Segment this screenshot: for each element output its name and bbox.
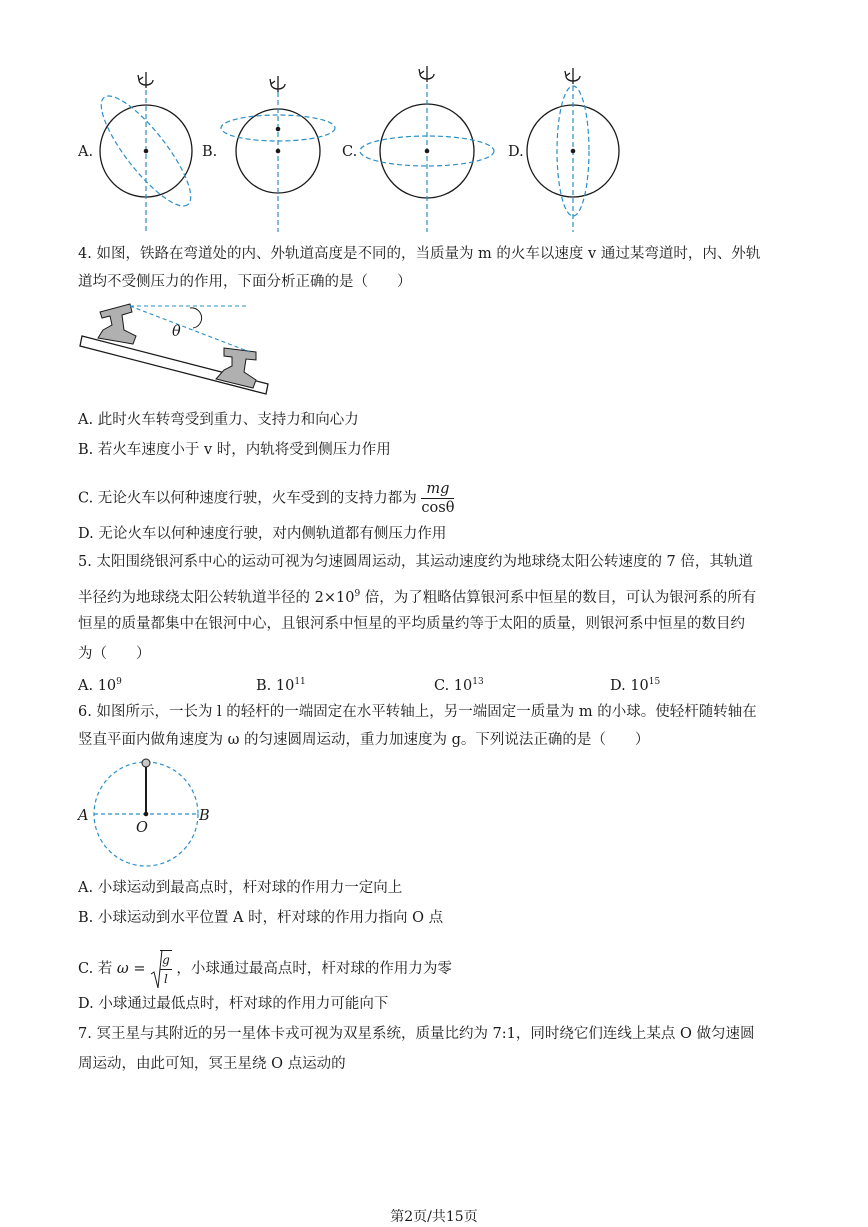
q6-option-c[interactable] [78, 950, 452, 988]
q6-label-b: B [199, 808, 210, 824]
q5-stem-line2-before: 半径约为地球绕太阳公转轨道半径的 2×10 [78, 589, 355, 606]
q6-option-c-omega: ω [116, 961, 129, 977]
q4-option-a[interactable]: A. 此时火车转弯受到重力、支持力和向心力 [78, 412, 359, 428]
q4-option-c-denominator: cosθ [421, 500, 455, 516]
q4-outer-rail-icon [98, 304, 136, 344]
q4-option-b[interactable]: B. 若火车速度小于 v 时，内轨将受到侧压力作用 [78, 442, 391, 458]
q5-stem-line2-after: 倍，为了粗略估算银河系中恒星的数目，可认为银河系的所有 [360, 589, 757, 606]
q6-stem-line1: 6. 如图所示，一长为 l 的轻杆的一端固定在水平转轴上，另一端固定一质量为 m 的小球。使轻杆随转轴在 [78, 704, 757, 720]
q3-figure [0, 60, 868, 240]
page-footer: 第2页/共15页 [390, 1209, 478, 1225]
q4-option-c[interactable] [78, 480, 454, 517]
q6-option-c-sqrt-icon [150, 950, 172, 988]
q6-label-o: O [136, 820, 148, 836]
q4-option-c-text: C. 无论火车以何种速度行驶，火车受到的支持力都为 [78, 490, 417, 507]
q4-option-d[interactable]: D. 无论火车以何种速度行驶，对内侧轨道都有侧压力作用 [78, 526, 447, 542]
q6-option-a[interactable]: A. 小球运动到最高点时，杆对球的作用力一定向上 [78, 880, 403, 896]
q5-option-b[interactable]: B. $10^{11}$ [256, 677, 306, 694]
q4-theta-label: θ [172, 324, 181, 340]
q5-option-c[interactable]: C. $10^{13}$ [434, 677, 484, 694]
q3-diagrams-svg [0, 60, 868, 240]
q5-option-d[interactable]: D. $10^{15}$ [610, 677, 661, 694]
q4-option-c-fraction [421, 480, 454, 517]
q3-option-d-label[interactable]: D. [508, 144, 524, 160]
q3-option-a-label[interactable]: A. [78, 144, 94, 160]
q6-option-c-denominator: l [164, 972, 168, 986]
q4-option-c-numerator: mg [421, 480, 454, 499]
q5-stem-line4: 为（ ） [78, 646, 151, 662]
q6-ball-icon [142, 759, 150, 767]
q3-option-b-label[interactable]: B. [202, 144, 218, 160]
q5-stem-line2 [78, 584, 756, 608]
q6-option-c-suffix: ，小球通过最高点时，杆对球的作用力为零 [176, 961, 452, 977]
q4-rail-figure [78, 300, 278, 400]
q5-stem-line2-exponent: 9 [354, 589, 361, 599]
q6-option-c-prefix: C. 若 [78, 961, 113, 977]
q4-stem-line1: 4. 如图，铁路在弯道处的内、外轨道高度是不同的，当质量为 m 的火车以速度 v 通过某弯道时，内、外轨 [78, 246, 761, 262]
q6-option-d[interactable]: D. 小球通过最低点时，杆对球的作用力可能向下 [78, 996, 389, 1012]
q4-stem-line2: 道均不受侧压力的作用，下面分析正确的是（ ） [78, 274, 412, 290]
q3-option-c-label[interactable]: C. [342, 144, 358, 160]
q5-stem-line1: 5. 太阳围绕银河系中心的运动可视为匀速圆周运动，其运动速度约为地球绕太阳公转速度的 7 倍，其轨道 [78, 554, 753, 570]
q5-option-a[interactable]: A. $10^9$ [78, 677, 122, 694]
q7-stem-line1: 7. 冥王星与其附近的另一星体卡戎可视为双星系统，质量比约为 7:1，同时绕它们连线上某点 O 做匀速圆 [78, 1026, 755, 1042]
q6-option-c-equals: = [133, 961, 146, 977]
q5-stem-line3: 恒星的质量都集中在银河中心，且银河系中恒星的平均质量约等于太阳的质量，则银河系中恒星的数目约 [78, 616, 745, 632]
q6-label-a: A [78, 808, 89, 824]
q6-option-c-numerator: g [160, 951, 172, 970]
q6-stem-line2: 竖直平面内做角速度为 ω 的匀速圆周运动，重力加速度为 g。下列说法正确的是（ ） [78, 732, 650, 748]
q6-option-b[interactable]: B. 小球运动到水平位置 A 时，杆对球的作用力指向 O 点 [78, 910, 444, 926]
q7-stem-line2: 周运动，由此可知，冥王星绕 O 点运动的 [78, 1056, 346, 1072]
q6-circle-figure [78, 756, 238, 876]
